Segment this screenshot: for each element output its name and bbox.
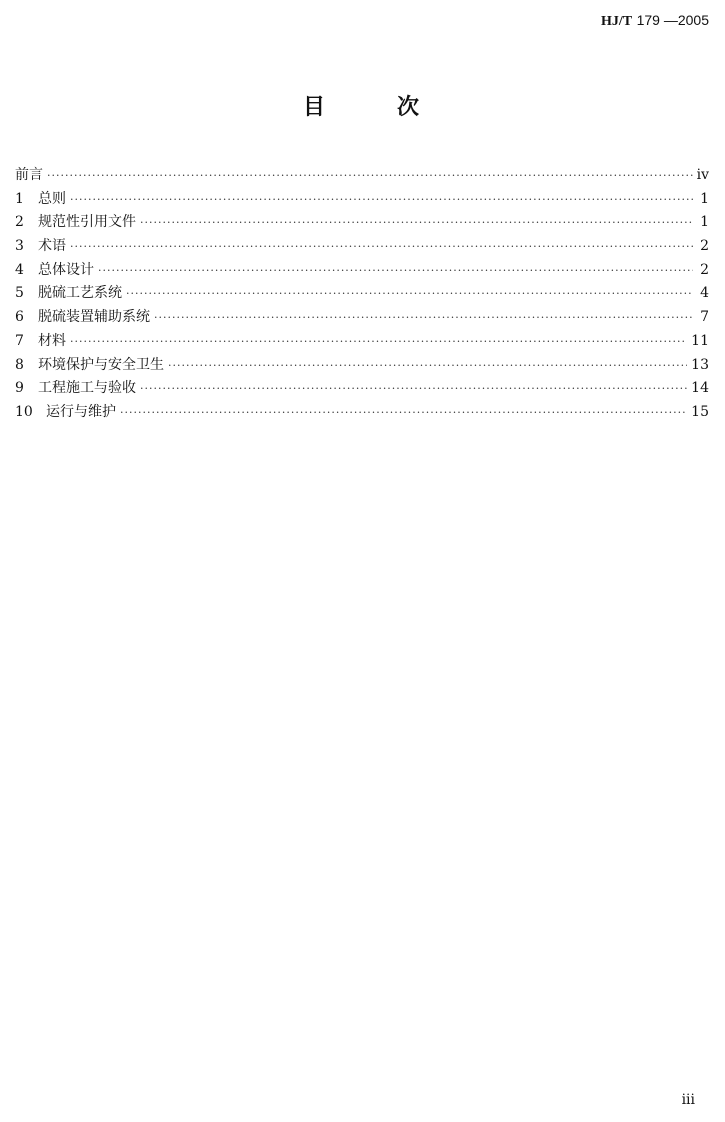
page-title [0,90,725,122]
toc-entry-page: 15 [691,403,709,420]
toc-entry-2[interactable] [15,211,709,235]
toc-entry-number: 9 [15,380,24,397]
toc-entry-page: 7 [700,309,709,326]
page-number: iii [681,1092,695,1108]
toc-entry-number: 1 [15,190,24,207]
toc-entry-10[interactable] [15,401,709,425]
toc-entry-6[interactable] [15,306,709,330]
toc-entry-label: 运行与维护 [46,403,116,420]
toc-entry-5[interactable] [15,282,709,306]
toc-entry-number: 4 [15,261,24,278]
toc-entry-number: 2 [15,214,24,231]
toc-entry-number: 5 [15,285,24,302]
dot-leader [140,211,693,235]
toc-entry-label: 前言 [15,167,43,183]
dot-leader [154,306,693,330]
dot-leader [70,330,687,354]
title-char-2: 次 [397,95,420,120]
toc-entry-number: 6 [15,309,24,326]
dot-leader [120,401,687,425]
toc-entry-label: 术语 [38,238,66,255]
toc-entry-foreword[interactable] [15,164,709,188]
toc-entry-8[interactable] [15,354,709,378]
toc-entry-label: 总体设计 [38,261,94,278]
toc-entry-label: 总则 [38,190,66,207]
table-of-contents [15,164,709,425]
toc-entry-label: 环境保护与安全卫生 [38,356,164,373]
toc-entry-number: 8 [15,356,24,373]
toc-entry-page: 14 [691,380,709,397]
standard-code [601,12,709,30]
toc-entry-label: 规范性引用文件 [38,214,136,231]
standard-number: 179 —2005 [636,12,709,28]
toc-entry-page: 1 [700,190,709,207]
toc-entry-page: 11 [691,332,709,349]
toc-entry-label: 材料 [38,332,66,349]
toc-entry-number: 10 [15,403,33,420]
dot-leader [140,377,687,401]
toc-entry-4[interactable] [15,259,709,283]
toc-entry-page: 13 [691,356,709,373]
toc-entry-7[interactable] [15,330,709,354]
dot-leader [98,259,693,283]
toc-entry-label: 脱硫装置辅助系统 [38,309,150,326]
dot-leader [168,354,687,378]
toc-entry-1[interactable] [15,188,709,212]
toc-entry-number: 7 [15,332,24,349]
dot-leader [70,188,693,212]
dot-leader [126,282,693,306]
toc-entry-label: 脱硫工艺系统 [38,285,122,302]
toc-entry-page: 1 [700,214,709,231]
toc-entry-label: 工程施工与验收 [38,380,136,397]
toc-entry-3[interactable] [15,235,709,259]
toc-entry-page: 2 [700,238,709,255]
dot-leader [47,164,693,188]
toc-entry-9[interactable] [15,377,709,401]
toc-entry-page: ⅳ [696,167,709,183]
dot-leader [70,235,693,259]
toc-entry-page: 2 [700,261,709,278]
standard-prefix: HJ/T [601,14,633,29]
title-char-1: 目 [303,95,326,120]
toc-entry-number: 3 [15,238,24,255]
toc-entry-page: 4 [700,285,709,302]
